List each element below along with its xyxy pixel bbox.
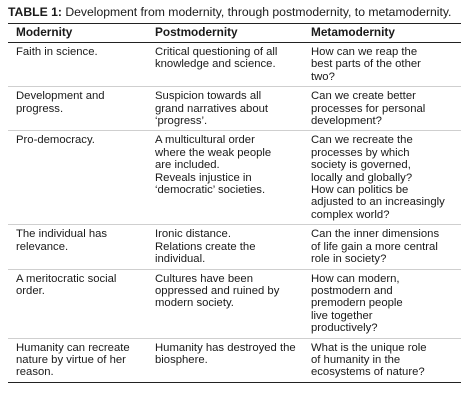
table-header-row [8, 24, 461, 43]
table-cell-postmodernity [147, 225, 303, 269]
cell-text-line: processes for personal [311, 102, 426, 115]
cell-text-line: relevance. [16, 240, 69, 253]
table-cell-modernity [8, 43, 147, 87]
table-cell-modernity [8, 87, 147, 131]
cell-text-line: ecosystems of nature? [311, 366, 425, 379]
cell-text-line: are included. [155, 159, 220, 172]
cell-text-line: How can modern, [311, 272, 400, 285]
table-row [8, 338, 461, 382]
cell-text-line: two? [311, 70, 335, 83]
cell-text-line: progress. [16, 102, 64, 115]
column-header-modernity: Modernity [8, 24, 147, 43]
cell-text-line: Development and [16, 90, 105, 103]
table-cell-modernity [8, 269, 147, 338]
cell-text-line: Faith in science. [16, 46, 98, 58]
cell-text-line: adjusted to an increasingly [311, 196, 445, 209]
cell-text-line: of life gain a more central [311, 240, 438, 253]
table-row [8, 131, 461, 225]
cell-text-line: Critical questioning of all [155, 46, 278, 58]
cell-text-line: development? [311, 115, 382, 128]
cell-text-line: ‘democratic’ societies. [155, 184, 266, 197]
table-caption-text: Development from modernity, through postmodernity, to metamodernity. [61, 5, 452, 19]
table-cell-postmodernity [147, 43, 303, 87]
cell-text-line: Cultures have been [155, 272, 253, 285]
cell-text-line: live together [311, 309, 373, 322]
table-cell-postmodernity [147, 87, 303, 131]
cell-text-line: individual. [155, 253, 206, 266]
table-row [8, 87, 461, 131]
table-cell-modernity [8, 338, 147, 382]
table-cell-metamodernity [303, 338, 461, 382]
table-cell-metamodernity [303, 269, 461, 338]
cell-text-line: processes by which [311, 146, 410, 159]
cell-text-line: Can the inner dimensions [311, 228, 440, 241]
cell-text-line: where the weak people [155, 146, 272, 159]
table-body [8, 43, 461, 383]
table-cell-metamodernity [303, 131, 461, 225]
cell-text-line: society is governed, [311, 159, 411, 172]
cell-text-line: What is the unique role [311, 341, 427, 354]
cell-text-line: Humanity has destroyed the [155, 341, 296, 354]
table-container [8, 5, 461, 383]
cell-text-line: role in society? [311, 253, 387, 266]
comparison-table [8, 23, 461, 383]
table-row [8, 43, 461, 87]
cell-text-line: A multicultural order [155, 134, 255, 147]
cell-text-line: complex world? [311, 208, 390, 221]
cell-text-line: Ironic distance. [155, 228, 231, 241]
cell-text-line: productively? [311, 322, 378, 335]
cell-text-line: Suspicion towards all [155, 90, 262, 103]
cell-text-line: oppressed and ruined by [155, 284, 280, 297]
table-cell-postmodernity [147, 338, 303, 382]
table-cell-metamodernity [303, 43, 461, 87]
cell-text-line: modern society. [155, 297, 234, 310]
table-cell-modernity [8, 131, 147, 225]
cell-text-line: reason. [16, 366, 54, 379]
table-cell-postmodernity [147, 131, 303, 225]
cell-text-line: nature by virtue of her [16, 353, 126, 366]
cell-text-line: Reveals injustice in [155, 171, 252, 184]
table-cell-modernity [8, 225, 147, 269]
cell-text-line: knowledge and science. [155, 58, 276, 71]
table-cell-postmodernity [147, 269, 303, 338]
cell-text-line: How can we reap the [311, 46, 418, 58]
cell-text-line: locally and globally? [311, 171, 413, 184]
cell-text-line: A meritocratic social [16, 272, 117, 285]
table-row [8, 269, 461, 338]
cell-text-line: best parts of the other [311, 58, 421, 71]
cell-text-line: premodern people [311, 297, 403, 310]
column-header-postmodernity: Postmodernity [147, 24, 303, 43]
cell-text-line: Pro-democracy. [16, 134, 95, 147]
cell-text-line: of humanity in the [311, 353, 401, 366]
cell-text-line: Can we recreate the [311, 134, 413, 147]
cell-text-line: ‘progress’. [155, 115, 208, 128]
cell-text-line: grand narratives about [155, 102, 269, 115]
cell-text-line: How can politics be [311, 184, 409, 197]
table-row [8, 225, 461, 269]
cell-text-line: Can we create better [311, 90, 416, 103]
table-caption [8, 5, 461, 20]
table-cell-metamodernity [303, 87, 461, 131]
cell-text-line: postmodern and [311, 284, 393, 297]
cell-text-line: The individual has [16, 228, 108, 241]
table-cell-metamodernity [303, 225, 461, 269]
table-caption-label: TABLE 1: [8, 5, 62, 19]
column-header-metamodernity: Metamodernity [303, 24, 461, 43]
cell-text-line: biosphere. [155, 353, 208, 366]
cell-text-line: order. [16, 284, 45, 297]
cell-text-line: Humanity can recreate [16, 341, 130, 354]
cell-text-line: Relations create the [155, 240, 256, 253]
